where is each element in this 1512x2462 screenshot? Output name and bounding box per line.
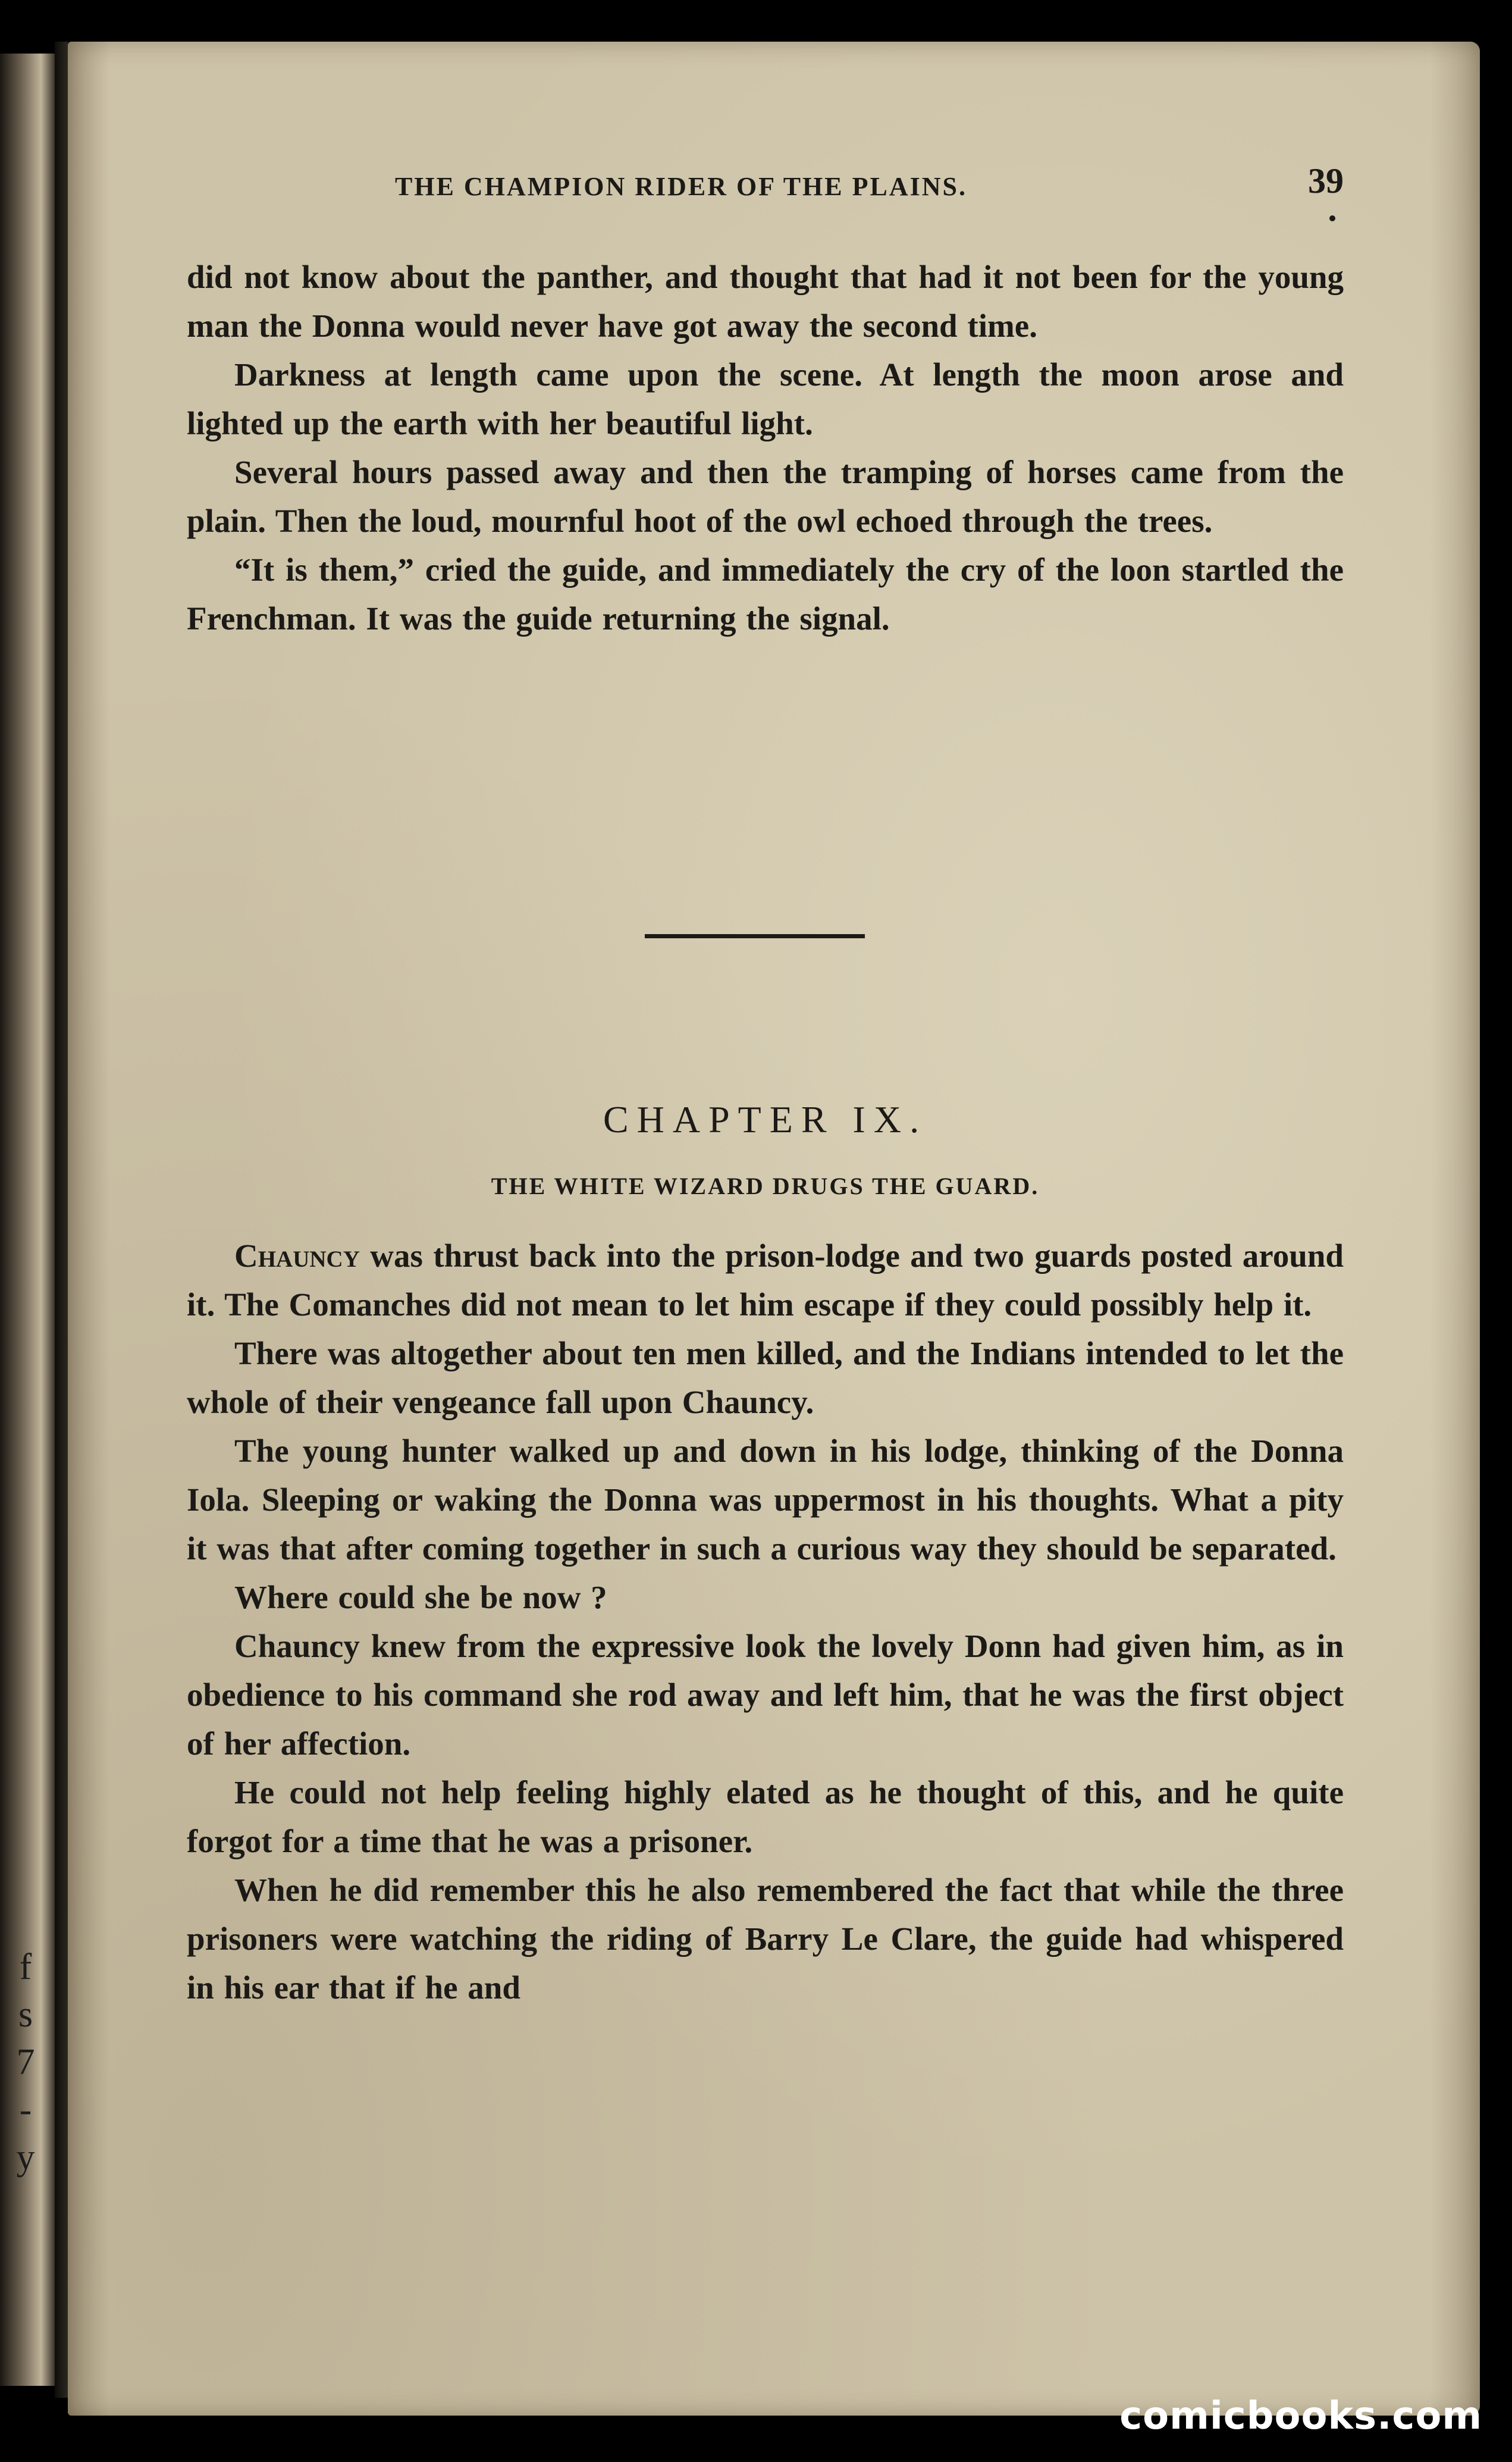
page-number: 39 — [1308, 161, 1344, 201]
paragraph: Chauncy knew from the expressive look the lovely Donn had given him, as in obedience to his command she rod away and left him, that he was the first object of her affection. — [187, 1628, 1344, 1762]
running-head — [187, 161, 1344, 214]
facing-page-fragment: f — [19, 1947, 32, 1987]
opening-word: Chauncy — [234, 1238, 360, 1274]
paragraph: There was altogether about ten men killed, and the Indians intended to let the whole of their vengeance fall upon Chauncy. — [187, 1335, 1344, 1420]
facing-page-fragment: - — [19, 2090, 32, 2130]
facing-page-fragment: y — [16, 2137, 35, 2178]
paragraph: did not know about the panther, and thought that had it not been for the young man the Donna would never have got away the second time. — [187, 259, 1344, 344]
chapter-body — [187, 1232, 1344, 2012]
facing-page-fragment: s — [18, 1994, 33, 2035]
site-watermark: comicbooks.com — [1119, 2394, 1482, 2438]
previous-chapter-ending — [187, 253, 1344, 643]
paragraph: Where could she be now ? — [234, 1579, 607, 1615]
book-gutter — [55, 42, 68, 2398]
section-divider — [645, 934, 865, 938]
paragraph: Darkness at length came upon the scene. At length the moon arose and lighted up the earth with her beautiful light. — [187, 356, 1344, 441]
paragraph: He could not help feeling highly elated as he thought of this, and he quite forgot for a time that he was a prisoner. — [187, 1774, 1344, 1859]
chapter-subtitle: THE WHITE WIZARD DRUGS THE GUARD. — [491, 1173, 1040, 1199]
facing-page-edge — [0, 54, 55, 2386]
ink-dot — [1329, 215, 1335, 221]
paragraph-text: was thrust back into the prison-lodge and two guards posted around it. The Comanches did not mean to let him escape if they could possibly help it. — [187, 1238, 1344, 1323]
paragraph: The young hunter walked up and down in his lodge, thinking of the Donna Iola. Sleeping or waking the Donna was uppermost in his thoughts. What a pity it was that after coming together in such a curious way they should be separated. — [187, 1433, 1344, 1567]
facing-page-fragment: 7 — [16, 2042, 35, 2082]
running-head-title: THE CHAMPION RIDER OF THE PLAINS. — [395, 172, 967, 201]
paragraph: Several hours passed away and then the tramping of horses came from the plain. Then the loud, mournful hoot of the owl echoed through the trees. — [187, 454, 1344, 539]
paragraph: When he did remember this he also remembered the fact that while the three prisoners were watching the riding of Barry Le Clare, the guide had whispered in his ear that if he and — [187, 1872, 1344, 2006]
chapter-title: CHAPTER IX. — [603, 1098, 928, 1141]
book-page — [68, 42, 1480, 2416]
paragraph — [187, 1232, 1344, 1329]
paragraph: “It is them,” cried the guide, and immediately the cry of the loon startled the Frenchman. It was the guide returning the signal. — [187, 552, 1344, 637]
